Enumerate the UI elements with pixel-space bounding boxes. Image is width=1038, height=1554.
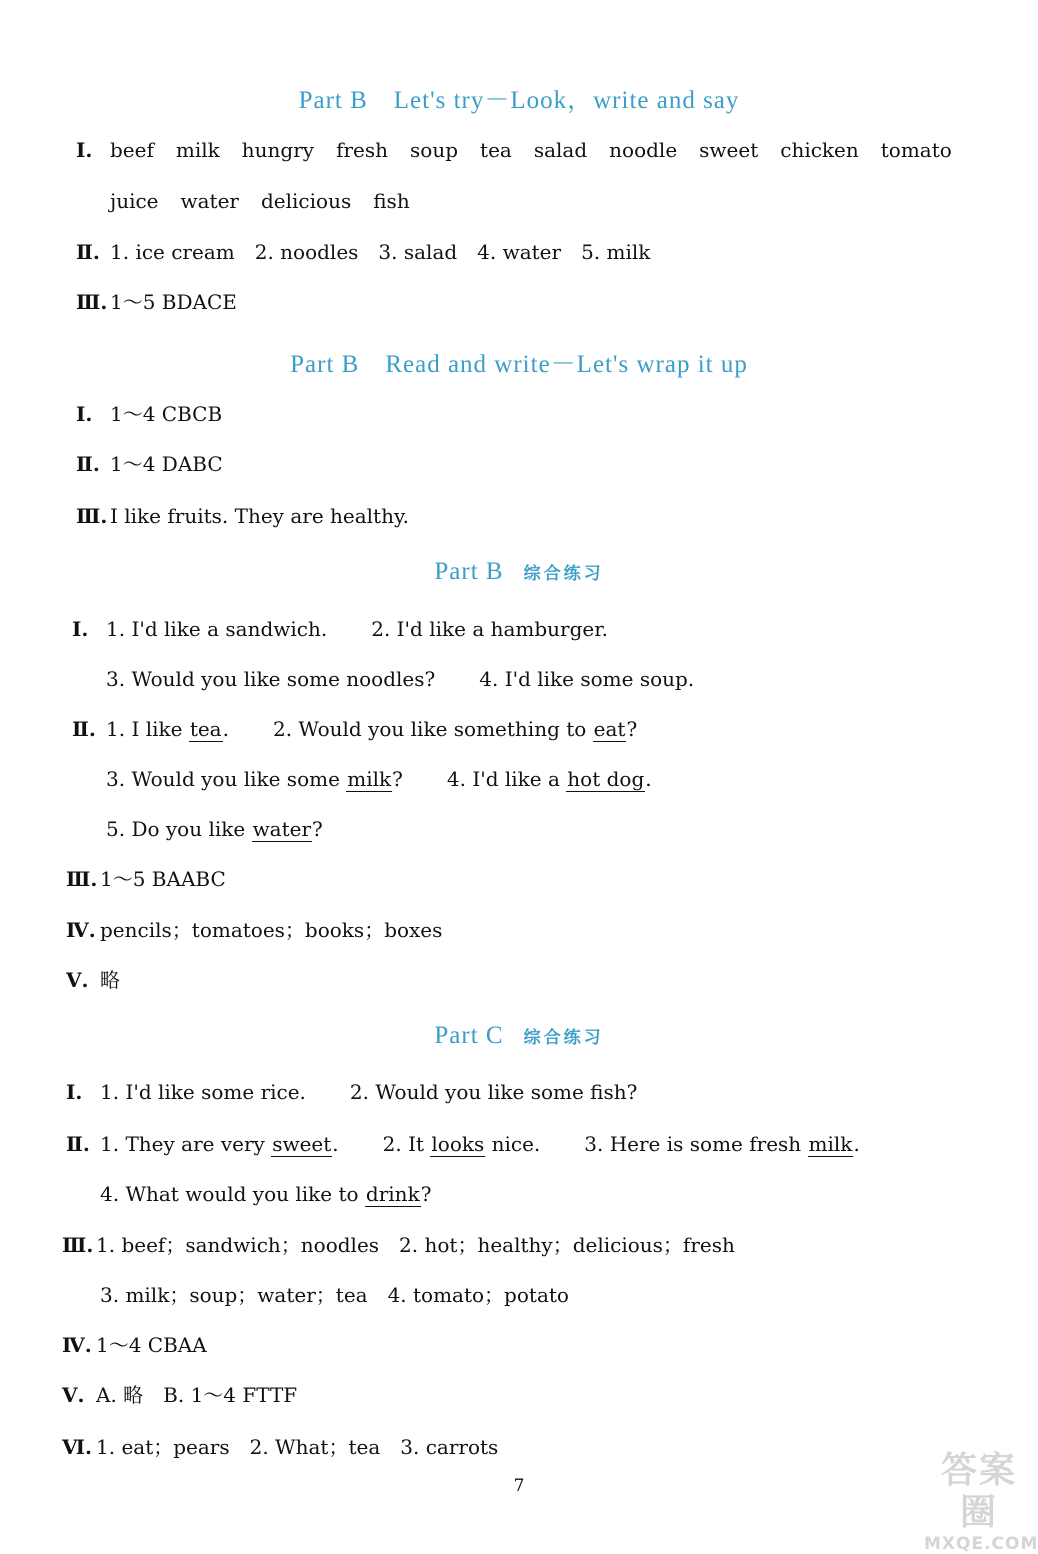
answer-text: 4. What would you like to xyxy=(100,1182,365,1206)
row-number: Ⅱ. xyxy=(66,1132,90,1156)
answer-text: 3. milk；soup；water；tea 4. tomato；potato xyxy=(100,1283,569,1307)
underlined-answer: milk xyxy=(808,1132,853,1156)
answer-text: 1～5 BAABC xyxy=(100,867,226,891)
answer-text: ? xyxy=(420,1182,432,1206)
answer-text: I like fruits. They are healthy. xyxy=(110,504,409,528)
row-number: Ⅲ. xyxy=(76,504,108,528)
answer-row-5 xyxy=(62,1381,297,1409)
answer-row-2 xyxy=(76,238,650,266)
underlined-answer: water xyxy=(252,817,312,841)
answer-text: 4. I'd like some soup. xyxy=(479,667,695,691)
answer-text: 1. I like xyxy=(106,717,189,741)
section-heading-read-write: Part B Read and write－Let's wrap it up xyxy=(290,351,748,378)
answer-text: . xyxy=(222,717,229,741)
row-number: Ⅲ. xyxy=(62,1233,94,1257)
underlined-answer: tea xyxy=(189,717,222,741)
underlined-answer: milk xyxy=(347,767,392,791)
answer-text: 1～4 CBAA xyxy=(96,1333,207,1357)
row-number: Ⅳ. xyxy=(62,1333,92,1357)
answer-text: 2. It xyxy=(382,1132,431,1156)
row-number: Ⅴ. xyxy=(62,1383,85,1407)
watermark-text: 答案圈 xyxy=(940,1450,1017,1533)
page-number: 7 xyxy=(513,1476,525,1496)
word: tea xyxy=(480,138,512,162)
word: water xyxy=(180,189,239,213)
answer-text: ? xyxy=(392,767,403,791)
word: delicious xyxy=(261,189,352,213)
answer-row-6 xyxy=(62,1433,498,1461)
answer-text: 1. They are very xyxy=(100,1132,272,1156)
answer-text: 1～5 BDACE xyxy=(110,290,237,314)
word: milk xyxy=(175,138,220,162)
answer-text: 1～4 DABC xyxy=(110,452,223,476)
watermark-logo xyxy=(924,1450,1038,1554)
answer-row-1 xyxy=(66,1078,637,1106)
answer-text: ? xyxy=(626,717,638,741)
word: hungry xyxy=(241,138,315,162)
word: chicken xyxy=(780,138,859,162)
heading-zh: 综合练习 xyxy=(523,564,604,584)
underlined-answer: drink xyxy=(365,1182,420,1206)
underlined-answer: hot dog xyxy=(567,767,645,791)
answer-row-1 xyxy=(72,615,608,643)
answer-text: 2. Would you like something to xyxy=(272,717,593,741)
word: soup xyxy=(410,138,459,162)
answer-text: 1. I'd like some rice. xyxy=(100,1080,306,1104)
answer-row-2-cont xyxy=(100,1180,431,1208)
word: fresh xyxy=(336,138,389,162)
row-number: Ⅰ. xyxy=(76,138,93,162)
row-number: Ⅰ. xyxy=(66,1080,83,1104)
word: noodle xyxy=(609,138,678,162)
row-number: Ⅲ. xyxy=(66,867,98,891)
row-number: Ⅱ. xyxy=(76,452,100,476)
answer-row-3 xyxy=(62,1231,735,1259)
section-heading-part-c-practice xyxy=(0,1022,1038,1050)
answer-text: 5. Do you like xyxy=(106,817,252,841)
row-number: Ⅰ. xyxy=(72,617,89,641)
answer-row-5 xyxy=(66,966,120,994)
answer-row-2 xyxy=(66,1130,860,1158)
heading-part: Part C xyxy=(434,1022,504,1049)
watermark-url: MXQE.COM xyxy=(924,1534,1038,1554)
answer-text: 1. eat；pears 2. What；tea 3. carrots xyxy=(96,1435,499,1459)
answer-text: 3. Here is some fresh xyxy=(584,1132,808,1156)
word: tomato xyxy=(880,138,952,162)
word: sweet xyxy=(699,138,759,162)
answer-row-2-cont xyxy=(106,765,652,793)
answer-text: 2. I'd like a hamburger. xyxy=(371,617,608,641)
answer-text: pencils；tomatoes；books；boxes xyxy=(100,918,443,942)
row-number: Ⅵ. xyxy=(62,1435,92,1459)
answer-text: 1. beef；sandwich；noodles 2. hot；healthy；delicious；fresh xyxy=(96,1233,735,1257)
underlined-answer: sweet xyxy=(272,1132,332,1156)
underlined-answer: looks xyxy=(431,1132,485,1156)
answer-row-2-cont xyxy=(106,815,323,843)
answer-text: 3. Would you like some noodles? xyxy=(106,667,436,691)
answer-row-1-cont xyxy=(110,187,432,215)
answer-text: nice. xyxy=(485,1132,541,1156)
answer-row-3 xyxy=(76,502,409,530)
answer-text: . xyxy=(645,767,652,791)
word: juice xyxy=(110,189,159,213)
answer-text: 4. I'd like a xyxy=(446,767,567,791)
answer-row-3 xyxy=(76,288,237,316)
answer-text: 1～4 CBCB xyxy=(110,402,223,426)
answer-row-4 xyxy=(66,916,442,944)
answer-row-3 xyxy=(66,865,226,893)
row-number: Ⅲ. xyxy=(76,290,108,314)
answer-text: . xyxy=(332,1132,339,1156)
answer-text: 1. I'd like a sandwich. xyxy=(106,617,328,641)
answer-text: 略 xyxy=(100,968,120,992)
word: salad xyxy=(533,138,588,162)
answer-row-2 xyxy=(76,450,223,478)
underlined-answer: eat xyxy=(593,717,626,741)
row-number: Ⅴ. xyxy=(66,968,89,992)
answer-text: 3. Would you like some xyxy=(106,767,347,791)
answer-row-3-cont xyxy=(100,1281,569,1309)
answer-text: 2. Would you like some fish? xyxy=(349,1080,638,1104)
section-heading-lets-try: Part B Let's try－Look，write and say xyxy=(298,87,740,114)
word: beef xyxy=(110,138,154,162)
answer-row-1 xyxy=(76,136,974,164)
row-number: Ⅱ. xyxy=(76,240,100,264)
answer-text: 1. ice cream 2. noodles 3. salad 4. water 5. milk xyxy=(110,240,651,264)
answer-text: . xyxy=(853,1132,860,1156)
answer-row-1 xyxy=(76,400,222,428)
word-list xyxy=(110,138,974,162)
answer-row-2 xyxy=(72,715,637,743)
word: fish xyxy=(373,189,410,213)
heading-zh: 综合练习 xyxy=(523,1028,604,1048)
answer-row-1-cont xyxy=(106,665,694,693)
answer-row-4 xyxy=(62,1331,207,1359)
heading-part: Part B xyxy=(434,558,504,585)
row-number: Ⅱ. xyxy=(72,717,96,741)
row-number: Ⅰ. xyxy=(76,402,93,426)
answer-text: ? xyxy=(312,817,323,841)
section-heading-part-b-practice xyxy=(0,558,1038,586)
answer-text: A. 略 B. 1～4 FTTF xyxy=(96,1383,298,1407)
row-number: Ⅳ. xyxy=(66,918,96,942)
